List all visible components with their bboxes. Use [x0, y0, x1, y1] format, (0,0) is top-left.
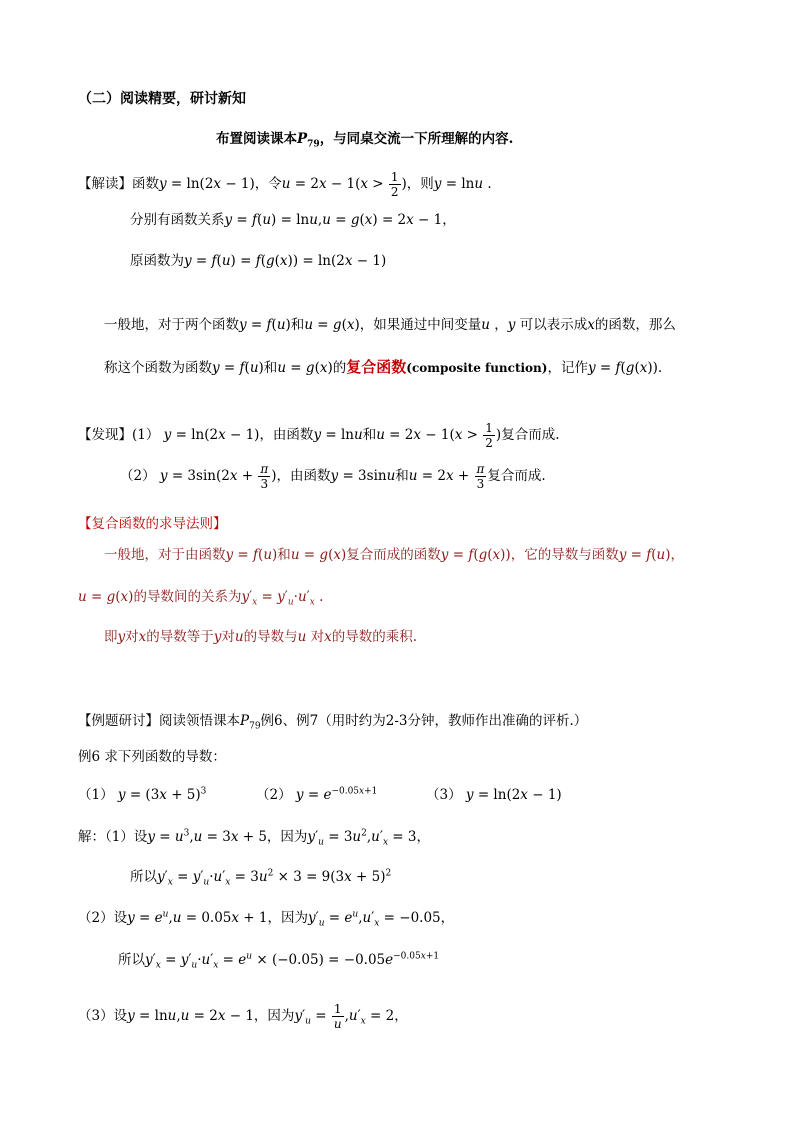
explain-line-3: 原函数为y = f(u) = f(g(x)) = ln(2x − 1): [130, 253, 387, 269]
example-study: 【例题研讨】阅读领悟课本$P_{79}$例6、例7（用时约为2-3分钟，教师作出准确的评析.）: [78, 713, 588, 732]
example6-solution-1b: 所以$y'_x = y'_u\cdot u'_x = 3u^2 \times 3 = 9(3x + 5)^2$: [130, 868, 392, 888]
example6-q1: （1） $y = (3x + 5)^3$: [78, 786, 207, 803]
example6-solution-2b: 所以$y'_x = y'_u\cdot u'_x = e^u \times (-0.05) = -0.05e^{-0.05x+1}$: [118, 951, 440, 971]
definition-line-2: 称这个函数为函数y = f(u)和u = g(x)的复合函数(composite function)，记作y = f(g(x)).: [104, 358, 663, 376]
example6-solution-3a: （3）设y = lnu,u = 2x − 1，因为$y'_u$ = $\frac{1}{u}$ $,u'_x = 2$，: [78, 1002, 408, 1031]
explain-line-2: 分别有函数关系y = f(u) = lnu,u = g(x) = 2x − 1，: [130, 212, 456, 228]
explain-line-1: 【解读】函数y = ln(2x − 1)，令u = 2x − 1(x > $\frac{1}{2}$ )，则y = lnu .: [78, 170, 492, 199]
example6-solution-1a: 解：（1）设$y = u^3,u = 3x + 5$，因为$y'_u = 3u^2,u'_x = 3$，: [78, 828, 430, 848]
example6-q3: （3） y = ln(2x − 1): [426, 787, 562, 803]
reading-instruction: 布置阅读课本$P_{79}$，与同桌交流一下所理解的内容.: [216, 131, 514, 150]
composite-function-term: 复合函数: [346, 358, 407, 376]
example6-solution-2a: （2）设$y = e^u,u = 0.05x + 1$，因为$y'_u = e^u,u'_x = -0.05$，: [78, 909, 455, 929]
rule-line-1: 一般地，对于由函数y = f(u)和u = g(x)复合而成的函数y = f(g(x))，它的导数与函数y = f(u)，: [104, 547, 685, 563]
example6-q2: （2） $y = e^{-0.05x+1}$: [256, 786, 378, 803]
rule-line-2: u = g(x)的导数间的关系为$y'_x = y'_u\cdot u'_x$ .: [78, 589, 324, 608]
section-heading: （二）阅读精要，研讨新知: [78, 91, 246, 107]
definition-line-1: 一般地，对于两个函数y = f(u)和u = g(x)，如果通过中间变量u ，y 可以表示成x的函数，那么: [104, 317, 676, 333]
discover-item-2: （2） y = 3sin(2x + $\frac{\pi}{3}$ )，由函数y = 3sinu和u = 2x + $\frac{\pi}{3}$ 复合而成.: [120, 462, 546, 491]
example6-title: 例6 求下列函数的导数：: [78, 749, 226, 765]
rule-title: 【复合函数的求导法则】: [78, 516, 227, 532]
discover-item-1: 【发现】(1） y = ln(2x − 1)，由函数y = lnu和u = 2x − 1(x > $\frac{1}{2}$ )复合而成.: [78, 421, 560, 450]
rule-line-3: 即y对x的导数等于y对u的导数与u 对x的导数的乘积.: [104, 629, 418, 645]
